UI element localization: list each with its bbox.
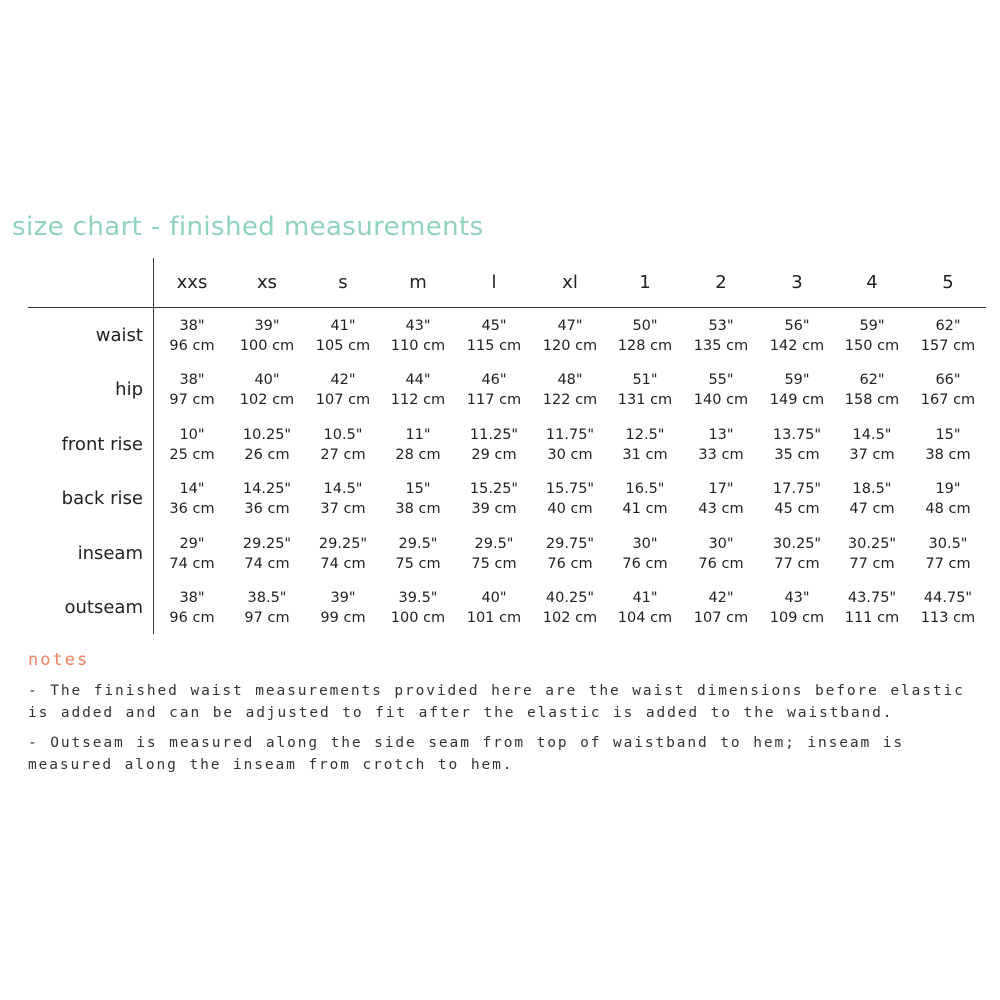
cm-value: 25 cm <box>169 447 215 463</box>
table-cell <box>532 370 608 410</box>
inch-value: 29.75" <box>545 536 595 552</box>
table-cell <box>759 370 835 410</box>
inch-value: 30" <box>708 536 734 552</box>
cm-value: 41 cm <box>622 501 668 517</box>
inch-value: 47" <box>557 318 583 334</box>
table-cell <box>154 425 230 465</box>
table-cell <box>154 316 230 356</box>
table-cell <box>456 479 532 519</box>
table-cell <box>910 316 986 356</box>
cm-value: 74 cm <box>320 556 366 572</box>
cm-value: 76 cm <box>622 556 668 572</box>
inch-value: 11.25" <box>469 427 519 443</box>
table-cell <box>154 370 230 410</box>
cm-value: 100 cm <box>239 338 295 354</box>
cm-value: 150 cm <box>844 338 900 354</box>
cm-value: 31 cm <box>622 447 668 463</box>
row-label: inseam <box>77 543 143 564</box>
table-cell <box>305 370 381 410</box>
inch-value: 42" <box>330 372 356 388</box>
table-cell <box>532 316 608 356</box>
cm-value: 117 cm <box>466 392 522 408</box>
cm-value: 100 cm <box>390 610 446 626</box>
inch-value: 55" <box>708 372 734 388</box>
cm-value: 122 cm <box>542 392 598 408</box>
cm-value: 115 cm <box>466 338 522 354</box>
size-header: 3 <box>791 272 803 293</box>
note-waist: - The finished waist measurements provided here are the waist dimensions before elastic is added and can be adjusted to fit after the elastic is added to the waistband. <box>28 683 977 721</box>
table-cell <box>834 370 910 410</box>
inch-value: 66" <box>935 372 961 388</box>
row-label: back rise <box>61 488 143 509</box>
cm-value: 112 cm <box>390 392 446 408</box>
table-cell <box>683 588 759 628</box>
cm-value: 28 cm <box>395 447 441 463</box>
inch-value: 56" <box>784 318 810 334</box>
table-cell <box>532 425 608 465</box>
cm-value: 131 cm <box>617 392 673 408</box>
cm-value: 101 cm <box>466 610 522 626</box>
cm-value: 76 cm <box>547 556 593 572</box>
cm-value: 157 cm <box>920 338 976 354</box>
row-label: waist <box>95 325 143 346</box>
cm-value: 38 cm <box>925 447 971 463</box>
size-header: xxs <box>176 272 208 293</box>
inch-value: 50" <box>632 318 658 334</box>
size-header: 4 <box>866 272 878 293</box>
inch-value: 30.5" <box>928 536 968 552</box>
table-cell <box>154 479 230 519</box>
size-header: 1 <box>639 272 651 293</box>
table-cell <box>532 479 608 519</box>
inch-value: 38" <box>179 318 205 334</box>
inch-value: 44" <box>405 372 431 388</box>
inch-value: 39" <box>254 318 280 334</box>
inch-value: 38" <box>179 590 205 606</box>
inch-value: 29" <box>179 536 205 552</box>
table-cell <box>910 425 986 465</box>
note-outseam: - Outseam is measured along the side seam from top of waistband to hem; inseam is measured along the inseam from crotch to hem. <box>28 735 916 773</box>
inch-value: 30" <box>632 536 658 552</box>
cm-value: 48 cm <box>925 501 971 517</box>
cm-value: 113 cm <box>920 610 976 626</box>
inch-value: 17" <box>708 481 734 497</box>
table-cell <box>229 588 305 628</box>
inch-value: 45" <box>481 318 507 334</box>
cm-value: 77 cm <box>925 556 971 572</box>
table-cell <box>759 534 835 574</box>
table-cell <box>380 588 456 628</box>
table-cell <box>607 316 683 356</box>
table-cell <box>683 370 759 410</box>
inch-value: 40.25" <box>545 590 595 606</box>
table-cell <box>910 588 986 628</box>
table-cell <box>456 534 532 574</box>
inch-value: 11.75" <box>545 427 595 443</box>
inch-value: 29.5" <box>474 536 514 552</box>
cm-value: 43 cm <box>698 501 744 517</box>
table-cell <box>380 316 456 356</box>
cm-value: 140 cm <box>693 392 749 408</box>
table-cell <box>607 588 683 628</box>
table-cell <box>683 479 759 519</box>
table-cell <box>683 425 759 465</box>
cm-value: 158 cm <box>844 392 900 408</box>
inch-value: 30.25" <box>847 536 897 552</box>
inch-value: 29.25" <box>318 536 368 552</box>
table-cell <box>229 316 305 356</box>
table-cell <box>607 534 683 574</box>
inch-value: 15.75" <box>545 481 595 497</box>
inch-value: 42" <box>708 590 734 606</box>
inch-value: 15" <box>405 481 431 497</box>
inch-value: 53" <box>708 318 734 334</box>
cm-value: 30 cm <box>547 447 593 463</box>
cm-value: 99 cm <box>320 610 366 626</box>
inch-value: 43.75" <box>847 590 897 606</box>
inch-value: 19" <box>935 481 961 497</box>
cm-value: 36 cm <box>244 501 290 517</box>
table-cell <box>229 534 305 574</box>
cm-value: 74 cm <box>169 556 215 572</box>
table-cell <box>456 588 532 628</box>
table-cell <box>759 316 835 356</box>
inch-value: 12.5" <box>625 427 665 443</box>
cm-value: 40 cm <box>547 501 593 517</box>
table-cell <box>154 534 230 574</box>
table-cell <box>834 534 910 574</box>
inch-value: 39.5" <box>398 590 438 606</box>
cm-value: 96 cm <box>169 338 215 354</box>
table-cell <box>910 534 986 574</box>
inch-value: 41" <box>632 590 658 606</box>
table-cell <box>154 588 230 628</box>
cm-value: 75 cm <box>395 556 441 572</box>
inch-value: 38.5" <box>247 590 287 606</box>
cm-value: 104 cm <box>617 610 673 626</box>
inch-value: 59" <box>859 318 885 334</box>
notes-heading: notes <box>28 650 90 670</box>
cm-value: 37 cm <box>320 501 366 517</box>
table-cell <box>759 479 835 519</box>
cm-value: 38 cm <box>395 501 441 517</box>
inch-value: 13.75" <box>772 427 822 443</box>
table-cell <box>380 425 456 465</box>
cm-value: 76 cm <box>698 556 744 572</box>
inch-value: 10.5" <box>323 427 363 443</box>
row-label: hip <box>115 379 143 400</box>
table-cell <box>759 588 835 628</box>
table-cell <box>229 479 305 519</box>
inch-value: 29.25" <box>242 536 292 552</box>
inch-value: 51" <box>632 372 658 388</box>
inch-value: 38" <box>179 372 205 388</box>
inch-value: 46" <box>481 372 507 388</box>
inch-value: 40" <box>481 590 507 606</box>
cm-value: 107 cm <box>693 610 749 626</box>
cm-value: 96 cm <box>169 610 215 626</box>
cm-value: 35 cm <box>774 447 820 463</box>
inch-value: 14.5" <box>852 427 892 443</box>
inch-value: 13" <box>708 427 734 443</box>
cm-value: 107 cm <box>315 392 371 408</box>
inch-value: 14.5" <box>323 481 363 497</box>
inch-value: 15.25" <box>469 481 519 497</box>
cm-value: 97 cm <box>169 392 215 408</box>
table-cell <box>305 588 381 628</box>
cm-value: 75 cm <box>471 556 517 572</box>
table-cell <box>380 479 456 519</box>
inch-value: 18.5" <box>852 481 892 497</box>
row-label: front rise <box>61 434 143 455</box>
inch-value: 15" <box>935 427 961 443</box>
cm-value: 47 cm <box>849 501 895 517</box>
table-cell <box>834 588 910 628</box>
cm-value: 128 cm <box>617 338 673 354</box>
inch-value: 41" <box>330 318 356 334</box>
inch-value: 43" <box>405 318 431 334</box>
cm-value: 39 cm <box>471 501 517 517</box>
cm-value: 77 cm <box>774 556 820 572</box>
inch-value: 11" <box>405 427 431 443</box>
table-cell <box>305 479 381 519</box>
row-label: outseam <box>64 597 143 618</box>
cm-value: 105 cm <box>315 338 371 354</box>
table-cell <box>456 316 532 356</box>
table-cell <box>910 370 986 410</box>
size-header: 5 <box>942 272 954 293</box>
inch-value: 17.75" <box>772 481 822 497</box>
inch-value: 29.5" <box>398 536 438 552</box>
table-cell <box>456 370 532 410</box>
cm-value: 97 cm <box>244 610 290 626</box>
cm-value: 27 cm <box>320 447 366 463</box>
table-cell <box>305 316 381 356</box>
inch-value: 30.25" <box>772 536 822 552</box>
inch-value: 43" <box>784 590 810 606</box>
cm-value: 102 cm <box>239 392 295 408</box>
table-cell <box>229 370 305 410</box>
cm-value: 135 cm <box>693 338 749 354</box>
inch-value: 48" <box>557 372 583 388</box>
cm-value: 110 cm <box>390 338 446 354</box>
page-title: size chart - finished measurements <box>12 212 484 242</box>
cm-value: 36 cm <box>169 501 215 517</box>
cm-value: 102 cm <box>542 610 598 626</box>
table-cell <box>456 425 532 465</box>
table-cell <box>910 479 986 519</box>
cm-value: 149 cm <box>769 392 825 408</box>
size-header: m <box>409 272 427 293</box>
cm-value: 167 cm <box>920 392 976 408</box>
table-cell <box>305 425 381 465</box>
table-cell <box>532 534 608 574</box>
table-cell <box>380 534 456 574</box>
table-cell <box>607 479 683 519</box>
cm-value: 45 cm <box>774 501 820 517</box>
table-cell <box>380 370 456 410</box>
inch-value: 10" <box>179 427 205 443</box>
table-cell <box>607 370 683 410</box>
inch-value: 62" <box>935 318 961 334</box>
cm-value: 37 cm <box>849 447 895 463</box>
inch-value: 16.5" <box>625 481 665 497</box>
table-cell <box>229 425 305 465</box>
cm-value: 111 cm <box>844 610 900 626</box>
size-header: xl <box>562 272 578 293</box>
cm-value: 77 cm <box>849 556 895 572</box>
inch-value: 14" <box>179 481 205 497</box>
inch-value: 40" <box>254 372 280 388</box>
table-cell <box>834 479 910 519</box>
cm-value: 142 cm <box>769 338 825 354</box>
table-cell <box>607 425 683 465</box>
size-header: s <box>338 272 348 293</box>
cm-value: 74 cm <box>244 556 290 572</box>
table-cell <box>834 316 910 356</box>
inch-value: 44.75" <box>923 590 973 606</box>
table-cell <box>683 534 759 574</box>
inch-value: 62" <box>859 372 885 388</box>
inch-value: 39" <box>330 590 356 606</box>
table-horizontal-rule <box>28 307 986 308</box>
inch-value: 14.25" <box>242 481 292 497</box>
cm-value: 109 cm <box>769 610 825 626</box>
table-cell <box>683 316 759 356</box>
inch-value: 10.25" <box>242 427 292 443</box>
inch-value: 59" <box>784 372 810 388</box>
size-header: l <box>491 272 497 293</box>
cm-value: 120 cm <box>542 338 598 354</box>
table-cell <box>532 588 608 628</box>
cm-value: 33 cm <box>698 447 744 463</box>
size-header: xs <box>256 272 278 293</box>
table-cell <box>834 425 910 465</box>
cm-value: 29 cm <box>471 447 517 463</box>
cm-value: 26 cm <box>244 447 290 463</box>
size-header: 2 <box>715 272 727 293</box>
table-cell <box>759 425 835 465</box>
table-cell <box>305 534 381 574</box>
